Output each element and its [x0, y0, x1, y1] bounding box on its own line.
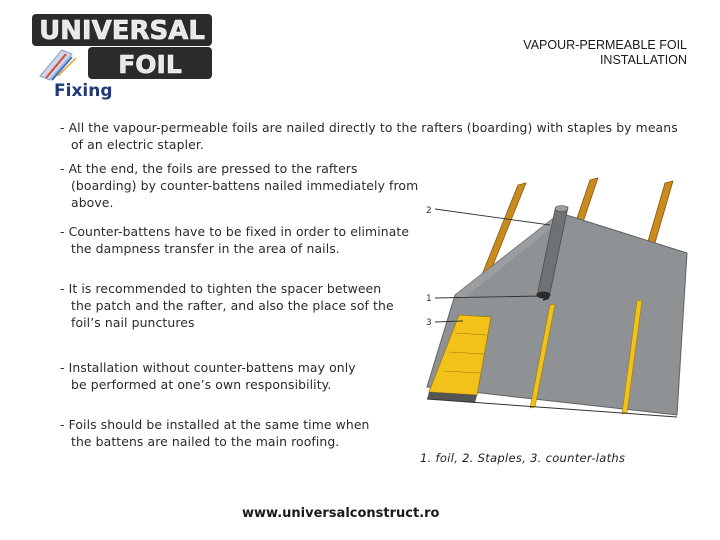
- figure-caption: 1. foil, 2. Staples, 3. counter-laths: [420, 451, 626, 465]
- bullet-dash: -: [60, 224, 65, 239]
- bullet-line: the dampness transfer in the area of nails.: [71, 241, 340, 256]
- callout-label-3: 3: [426, 318, 432, 328]
- bullet-item: [60, 359, 400, 393]
- logo-text-universal: UNIVERSAL: [39, 16, 205, 46]
- bullet-item: [60, 280, 420, 331]
- bullet-item: [60, 119, 700, 153]
- header-title-line2: INSTALLATION: [599, 53, 687, 67]
- bullet-line: Foils should be installed at the same time when: [68, 417, 370, 432]
- bullet-line: foil’s nail punctures: [71, 315, 195, 330]
- bullet-line: Counter-battens have to be fixed in order to eliminate: [68, 224, 410, 239]
- bullet-line: of an electric stapler.: [71, 137, 204, 152]
- section-title: Fixing: [54, 81, 113, 101]
- bullet-item: [60, 223, 430, 257]
- bullet-line: the patch and the rafter, and also the place sof the: [71, 298, 394, 313]
- header-title-line1: VAPOUR-PERMEABLE FOIL: [523, 38, 687, 52]
- bullet-dash: -: [60, 161, 65, 176]
- callout-label-1: 1: [426, 294, 432, 304]
- bullet-line: It is recommended to tighten the spacer between: [68, 281, 382, 296]
- bullet-item: [60, 416, 400, 450]
- bullet-dash: -: [60, 120, 65, 135]
- bullet-dash: -: [60, 417, 65, 432]
- bullet-line: Installation without counter-battens may only: [68, 360, 356, 375]
- bullet-item: [60, 160, 430, 211]
- bullet-line: (boarding) by counter-battens nailed immediately from: [71, 178, 419, 193]
- callout-label-2: 2: [426, 206, 432, 216]
- universal-foil-logo: [32, 14, 212, 84]
- bullet-line: the battens are nailed to the main roofing.: [71, 434, 340, 449]
- logo-text-foil: FOIL: [118, 50, 182, 79]
- bullet-line: above.: [71, 195, 114, 210]
- page-header-title: [523, 38, 687, 68]
- bullet-line: be performed at one’s own responsibility.: [71, 377, 332, 392]
- bullet-line: All the vapour-permeable foils are nailed directly to the rafters (boarding) with staples by means: [68, 120, 678, 135]
- bullet-dash: -: [60, 281, 65, 296]
- bullet-dash: -: [60, 360, 65, 375]
- roof-installation-figure: [415, 165, 690, 445]
- logo-foil-graphic-icon: [40, 50, 76, 80]
- bullet-line: At the end, the foils are pressed to the rafters: [68, 161, 358, 176]
- footer-website-link[interactable]: www.universalconstruct.ro: [242, 506, 440, 521]
